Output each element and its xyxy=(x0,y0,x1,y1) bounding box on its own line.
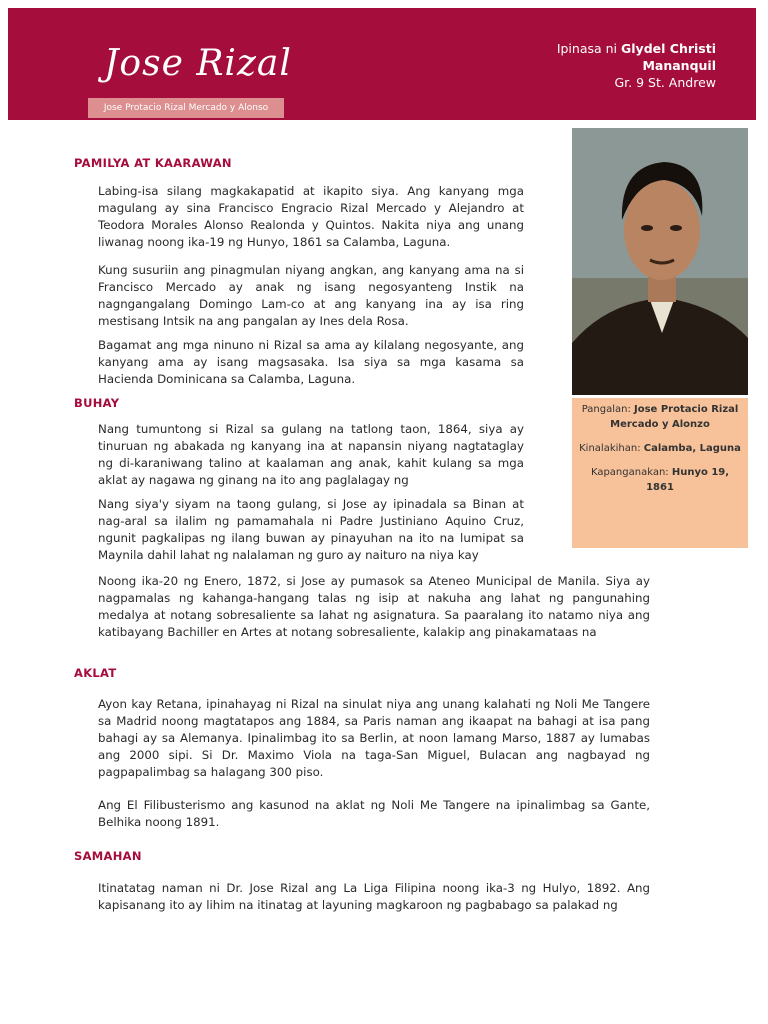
paragraph-samahan-1: Itinatatag naman ni Dr. Jose Rizal ang La Liga Filipina noong ika-3 ng Hulyo, 1892. Ang kapisanang ito ay lihim na itinatag at layuning magkaroon ng pagbabago sa palakad ng xyxy=(98,881,650,912)
section-heading-pamilya: PAMILYA AT KAARAWAN xyxy=(74,156,232,170)
paragraph-buhay-2: Nang siya'y siyam na taong gulang, si Jose ay ipinadala sa Binan at nag-aral sa ilalim ng pamamahala ni Padre Justiniano Aquino Cruz, ngunit pagkalipas ng ilang buwan ay pinayuhan na ito na lumipat sa Maynila dahil lahat ng nalalaman ng guro ay naituro na niya kay xyxy=(98,497,524,562)
author-name-1: Glydel Christi xyxy=(621,41,716,56)
portrait-left-eye xyxy=(641,225,653,231)
paragraph-pamilya-3: Bagamat ang mga ninuno ni Rizal sa ama ay kilalang negosyante, ang kanyang ama ay isang magsasaka. Isa siya sa mga kasama sa Hacienda Dominicana sa Calamba, Laguna. xyxy=(98,338,524,386)
paragraph-buhay-1: Nang tumuntong si Rizal sa gulang na tatlong taon, 1864, siya ay tinuruan ng abakada ng kanyang ina at napansin niyang nagtataglay ng di-karaniwang talino at kaalaman ang anak, kahit kulang sa mga aklat ay nagawa ng ginang na ito ang paglalagay ng xyxy=(98,422,524,487)
portrait-image xyxy=(572,128,748,395)
info-birth-value: Hunyo 19, 1861 xyxy=(646,467,730,493)
paragraph-buhay-3: Noong ika-20 ng Enero, 1872, si Jose ay pumasok sa Ateneo Municipal de Manila. Siya ay nagpamalas ng kahanga-hangang talas ng isip at nakuha ang lahat ng pangunahing medalya at notang sobresaliente sa lahat ng asignatura. Sa paaralang ito natamo niya ang katibayang Bachiller en Artes at notang sobresaliente, kalakip ang pinakamataas na xyxy=(98,574,650,639)
portrait-right-eye xyxy=(670,225,682,231)
info-box xyxy=(572,398,748,548)
info-birth xyxy=(578,465,742,495)
section-heading-aklat: AKLAT xyxy=(74,666,117,680)
info-hometown-label: Kinalakihan: xyxy=(579,443,644,454)
subtitle-bar: Jose Protacio Rizal Mercado y Alonso xyxy=(88,98,284,118)
section-heading-samahan: SAMAHAN xyxy=(74,849,142,863)
paragraph-pamilya-2: Kung susuriin ang pinagmulan niyang angkan, ang kanyang ama na si Francisco Mercado ay anak ng isang negosyanteng Instik na nagngangalang Domingo Lam-co at ang kanyang ina ay isa ring mestisang Intsik na ang pangalan ay Ines dela Rosa. xyxy=(98,263,524,328)
author-line-1 xyxy=(557,40,716,57)
paragraph-aklat-2: Ang El Filibusterismo ang kasunod na aklat ng Noli Me Tangere na ipinalimbag sa Gante, Belhika noong 1891. xyxy=(98,798,650,829)
author-line-2 xyxy=(557,57,716,74)
paragraph-aklat-1: Ayon kay Retana, ipinahayag ni Rizal na sinulat niya ang unang kalahati ng Noli Me Tangere sa Madrid noong magtatapos ang 1884, sa Paris naman ang ikaapat na bahagi at isa pang bahagi ay sa Alemanya. Ipinalimbag ito sa Berlin, at noon lamang Marso, 1887 ay lumabas ang 2000 sipi. Si Dr. Maximo Viola na taga-San Miguel, Bulacan ang nagbayad ng pagpapalimbag sa halagang 300 piso. xyxy=(98,697,650,779)
author-grade: Gr. 9 St. Andrew xyxy=(614,75,716,90)
info-hometown-value: Calamba, Laguna xyxy=(643,443,741,454)
info-name xyxy=(578,402,742,432)
portrait-illustration xyxy=(572,128,748,395)
author-name-2: Mananquil xyxy=(642,58,716,73)
author-block xyxy=(557,40,716,91)
paragraph-pamilya-1: Labing-isa silang magkakapatid at ikapito siya. Ang kanyang mga magulang ay sina Francisco Engracio Rizal Mercado y Alejandro at Teodora Morales Alonso Realonda y Quintos. Nakita niya ang unang liwanag noong ika-19 ng Hunyo, 1861 sa Calamba, Laguna. xyxy=(98,184,524,249)
info-birth-label: Kapanganakan: xyxy=(590,467,672,478)
info-hometown xyxy=(578,441,742,456)
section-heading-buhay: BUHAY xyxy=(74,396,120,410)
info-name-value: Jose Protacio Rizal Mercado y Alonzo xyxy=(610,404,739,430)
author-prefix: Ipinasa ni xyxy=(556,41,622,56)
info-name-label: Pangalan: xyxy=(581,404,635,415)
page-title: Jose Rizal xyxy=(104,43,292,84)
